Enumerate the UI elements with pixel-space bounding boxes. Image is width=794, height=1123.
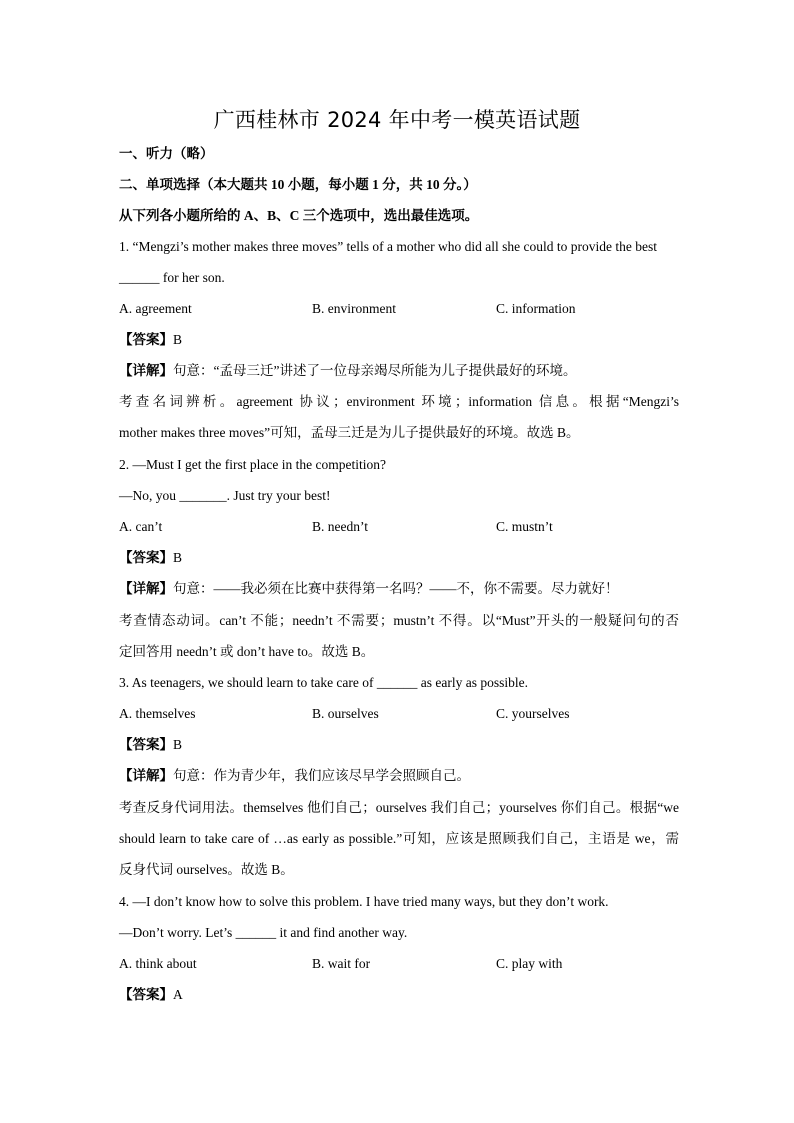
question-2-stem-line1: 2. —Must I get the first place in the competition? <box>119 457 386 472</box>
answer-value: B <box>173 332 183 347</box>
question-3-explain-line3: should learn to take care of …as early as possible.”可知，应该是照顾我们自己，主语是 we，需 <box>119 831 679 846</box>
question-3-answer <box>119 736 679 754</box>
explain-tag: 【详解】 <box>119 768 173 783</box>
question-4-option-b: B. wait for <box>312 956 371 971</box>
question-2-explain-line1 <box>119 580 679 598</box>
question-1-explain-line1 <box>119 362 679 380</box>
answer-tag: 【答案】 <box>119 332 173 347</box>
section-instruction: 从下列各小题所给的 A、B、C 三个选项中，选出最佳选项。 <box>119 208 479 223</box>
question-3-explain-line2: 考查反身代词用法。themselves 他们自己；ourselves 我们自己；yourselves 你们自己。根据“we <box>119 800 679 815</box>
question-4-stem-line1: 4. —I don’t know how to solve this problem. I have tried many ways, but they don’t work. <box>119 894 609 909</box>
answer-value: A <box>173 987 183 1002</box>
explain-text: 句意：“孟母三迁”讲述了一位母亲竭尽所能为儿子提供最好的环境。 <box>173 363 577 378</box>
question-3-option-b: B. ourselves <box>312 706 379 721</box>
question-1-answer <box>119 331 679 349</box>
explain-text: 句意：——我必须在比赛中获得第一名吗？——不，你不需要。尽力就好！ <box>173 581 619 596</box>
question-1-option-b: B. environment <box>312 301 396 316</box>
question-2-option-a: A. can’t <box>119 519 163 534</box>
answer-tag: 【答案】 <box>119 737 173 752</box>
explain-text: 句意：作为青少年，我们应该尽早学会照顾自己。 <box>173 768 470 783</box>
question-3-explain-line4: 反身代词 ourselves。故选 B。 <box>119 862 294 877</box>
question-1-explain-line2: 考查名词辨析。agreement 协议；environment 环境；information 信息。根据“Mengzi’s <box>119 394 679 409</box>
question-2-option-b: B. needn’t <box>312 519 368 534</box>
question-1-option-a: A. agreement <box>119 301 192 316</box>
question-1-stem-line1: 1. “Mengzi’s mother makes three moves” tells of a mother who did all she could to provide the best <box>119 239 657 254</box>
question-2-stem-line2: —No, you _______. Just try your best! <box>119 488 331 503</box>
question-3-option-c: C. yourselves <box>496 706 570 721</box>
answer-value: B <box>173 550 183 565</box>
answer-value: B <box>173 737 183 752</box>
explain-tag: 【详解】 <box>119 363 173 378</box>
question-2-explain-line2: 考查情态动词。can’t 不能；needn’t 不需要；mustn’t 不得。以“Must”开头的一般疑问句的否 <box>119 613 679 628</box>
section-heading-choice: 二、单项选择（本大题共 10 小题，每小题 1 分，共 10 分。） <box>119 177 477 192</box>
answer-tag: 【答案】 <box>119 550 173 565</box>
question-1-stem-line2: ______ for her son. <box>119 270 225 285</box>
question-1-option-c: C. information <box>496 301 576 316</box>
question-2-answer <box>119 549 679 567</box>
question-3-explain-line1 <box>119 767 679 785</box>
question-4-stem-line2: —Don’t worry. Let’s ______ it and find another way. <box>119 925 408 940</box>
question-1-explain-line3: mother makes three moves”可知，孟母三迁是为儿子提供最好的环境。故选 B。 <box>119 425 580 440</box>
page-title: 广西桂林市 2024 年中考一模英语试题 <box>213 108 581 132</box>
question-4-option-a: A. think about <box>119 956 197 971</box>
question-4-answer <box>119 986 679 1004</box>
answer-tag: 【答案】 <box>119 987 173 1002</box>
section-heading-listening: 一、听力（略） <box>119 146 214 161</box>
question-2-explain-line3: 定回答用 needn’t 或 don’t have to。故选 B。 <box>119 644 375 659</box>
question-2-option-c: C. mustn’t <box>496 519 553 534</box>
explain-tag: 【详解】 <box>119 581 173 596</box>
question-4-option-c: C. play with <box>496 956 563 971</box>
question-3-stem-line1: 3. As teenagers, we should learn to take care of ______ as early as possible. <box>119 675 529 690</box>
question-3-option-a: A. themselves <box>119 706 196 721</box>
